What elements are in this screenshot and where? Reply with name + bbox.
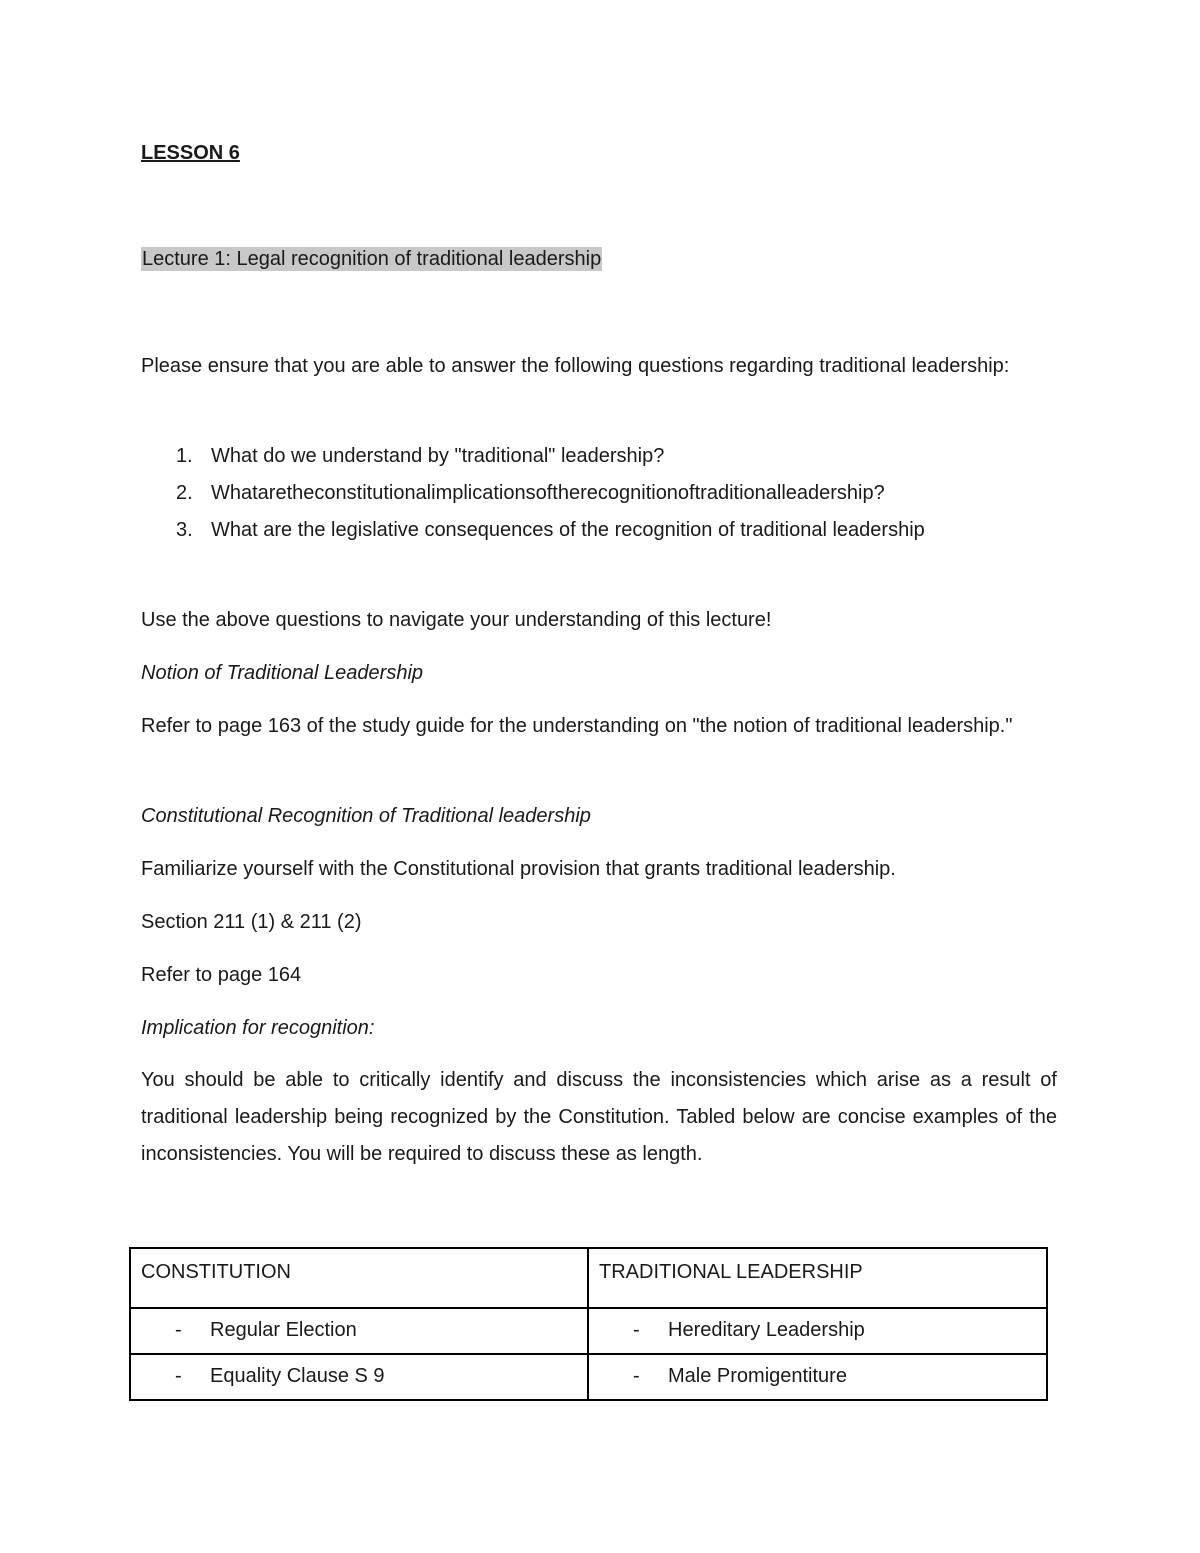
- section-reference: Section 211 (1) & 211 (2): [141, 911, 362, 933]
- question-number: 1.: [176, 445, 193, 467]
- table-cell: [588, 1308, 1047, 1354]
- question-list: [141, 438, 1071, 549]
- question-text: What are the legislative consequences of the recognition of traditional leadership: [211, 519, 925, 541]
- table-cell: [130, 1354, 588, 1400]
- table-row: [130, 1308, 1047, 1354]
- table-header-cell: TRADITIONAL LEADERSHIP: [588, 1248, 1047, 1308]
- familiarize-text: Familiarize yourself with the Constitutional provision that grants traditional leadership.: [141, 858, 896, 880]
- question-item: [141, 438, 1071, 475]
- table-header-cell: CONSTITUTION: [130, 1248, 588, 1308]
- constitutional-heading: Constitutional Recognition of Traditional leadership: [141, 805, 591, 827]
- inconsistencies-table: [129, 1247, 1048, 1401]
- dash-bullet: -: [175, 1319, 182, 1341]
- question-number: 3.: [176, 519, 193, 541]
- cell-text: Regular Election: [210, 1319, 357, 1341]
- question-item: [141, 475, 1071, 512]
- use-questions-text: Use the above questions to navigate your understanding of this lecture!: [141, 609, 772, 631]
- notion-heading: Notion of Traditional Leadership: [141, 662, 424, 684]
- lecture-title: Lecture 1: Legal recognition of traditional leadership: [142, 248, 602, 270]
- implication-heading: Implication for recognition:: [141, 1017, 375, 1039]
- dash-bullet: -: [633, 1319, 640, 1341]
- table-cell: [130, 1308, 588, 1354]
- intro-paragraph: Please ensure that you are able to answer the following questions regarding traditional leadership:: [141, 355, 1010, 377]
- notion-paragraph: Refer to page 163 of the study guide for the understanding on "the notion of traditional leadership.": [141, 715, 1013, 737]
- implication-paragraph: You should be able to critically identify and discuss the inconsistencies which arise as a result of traditional leadership being recognized by the Constitution. Tabled below are concise examples of the inconsistencies. You will be required to discuss these as length.: [141, 1069, 1057, 1165]
- dash-bullet: -: [175, 1365, 182, 1387]
- cell-text: Male Promigentiture: [668, 1365, 847, 1387]
- question-item: [141, 512, 1071, 549]
- question-number: 2.: [176, 482, 193, 504]
- table-header-row: [130, 1248, 1047, 1308]
- lesson-heading: LESSON 6: [141, 142, 240, 164]
- table-cell: [588, 1354, 1047, 1400]
- cell-text: Hereditary Leadership: [668, 1319, 865, 1341]
- dash-bullet: -: [633, 1365, 640, 1387]
- table-row: [130, 1354, 1047, 1400]
- page-reference: Refer to page 164: [141, 964, 302, 986]
- question-text: What do we understand by "traditional" leadership?: [211, 445, 665, 467]
- cell-text: Equality Clause S 9: [210, 1365, 385, 1387]
- question-text: Whataretheconstitutionalimplicationsoftherecognitionoftraditionalleadership?: [211, 482, 885, 504]
